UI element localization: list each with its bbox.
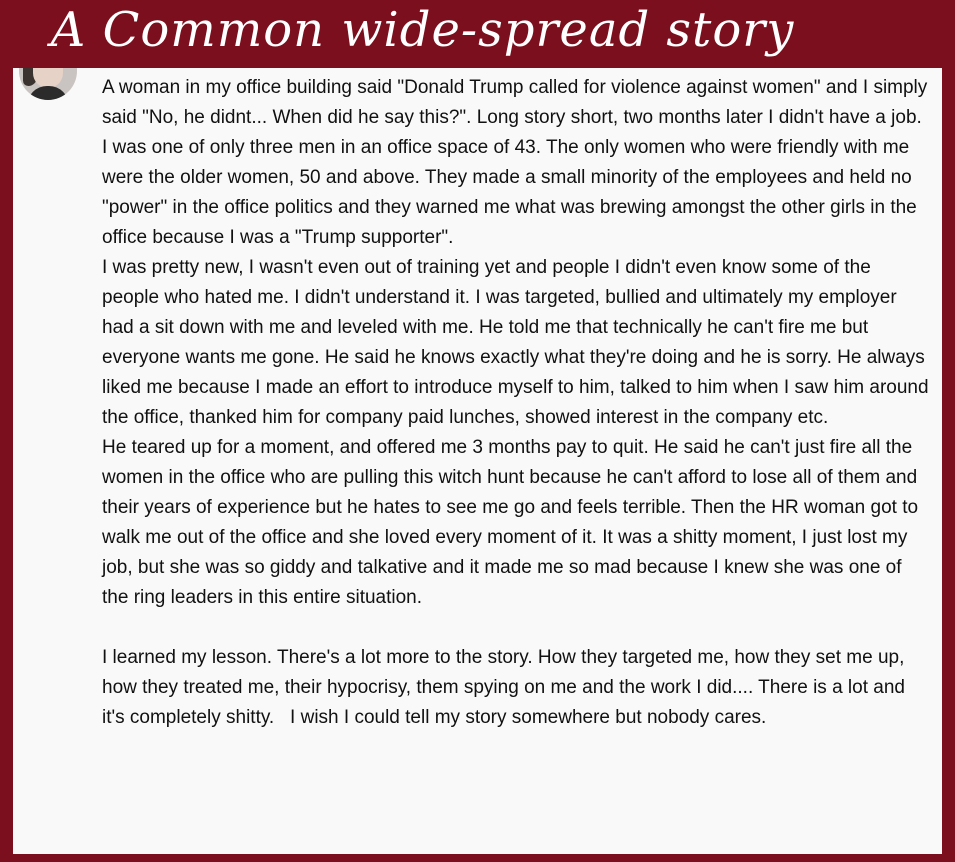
story-paragraph-1: A woman in my office building said "Donald Trump called for violence against women" and I simply said "No, he didnt... When did he say this?". Long story short, two months later I didn't have a job. I was one of only three men in an office space of 43. The only women who were friendly with me were the older women, 50 and above. They made a small minority of the employees and held no "power" in the office politics and they warned me what was brewing amongst the other girls in the office because I was a "Trump supporter". [102,77,933,248]
page-title: A Common wide-spread story [50,2,795,58]
story-paragraph-2: I was pretty new, I wasn't even out of training yet and people I didn't even know some of the people who hated me. I didn't understand it. I was targeted, bullied and ultimately my employer had a sit down with me and leveled with me. He told me that technically he can't fire me but everyone wants me gone. He said he knows exactly what they're doing and he is sorry. He always liked me because I made an effort to introduce myself to him, talked to him when I saw him around the office, thanked him for company paid lunches, showed interest in the company etc. [102,257,934,428]
comment-text [102,73,932,733]
avatar[interactable] [19,68,77,100]
comment-panel [13,68,942,854]
avatar-shirt [27,86,69,100]
user-avatar-icon [33,68,63,88]
story-paragraph-4: I learned my lesson. There's a lot more to the story. How they targeted me, how they set me up, how they treated me, their hypocrisy, them spying on me and the work I did.... There is a lot and it's completely shitty. I wish I could tell my story somewhere but nobody cares. [102,647,911,728]
paragraph-gap [102,613,932,643]
story-paragraph-3: He teared up for a moment, and offered me 3 months pay to quit. He said he can't just fire all the women in the office who are pulling this witch hunt because he can't afford to lose all of them and their years of experience but he hates to see me go and feels terrible. Then the HR woman got to walk me out of the office and she loved every moment of it. It was a shitty moment, I just lost my job, but she was so giddy and talkative and it made me so mad because I knew she was one of the ring leaders in this entire situation. [102,437,924,608]
